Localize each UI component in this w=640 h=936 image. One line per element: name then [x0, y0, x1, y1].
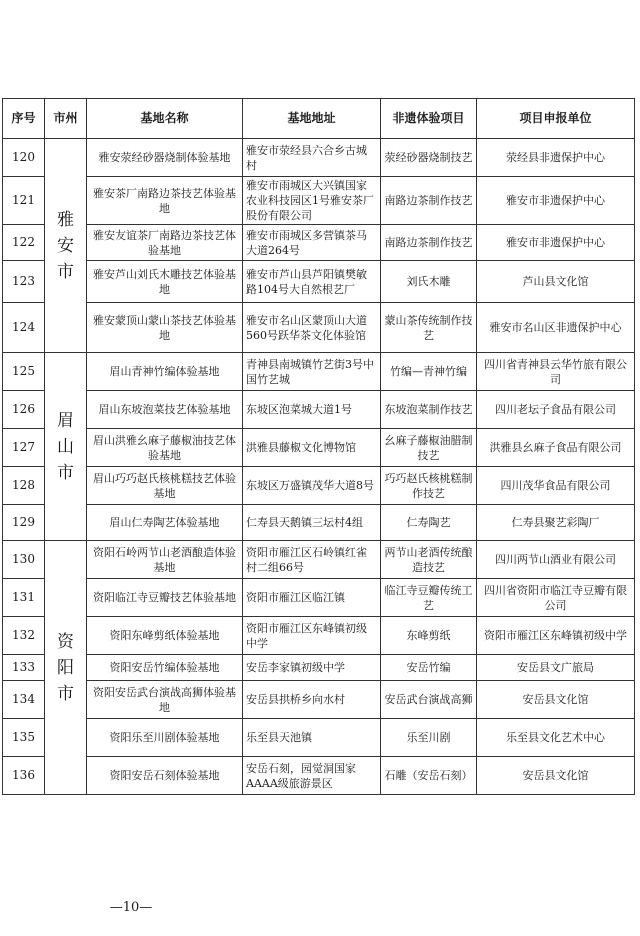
heritage-project-cell: 蒙山茶传统制作技艺	[381, 303, 477, 353]
base-address-cell: 青神县南城镇竹艺街3号中国竹艺城	[243, 353, 381, 391]
serial-cell: 123	[3, 261, 45, 303]
serial-cell: 120	[3, 139, 45, 177]
serial-cell: 127	[3, 429, 45, 467]
heritage-project-cell: 南路边茶制作技艺	[381, 225, 477, 261]
base-address-cell: 安岳石刻，园觉洞国家AAAA级旅游景区	[243, 757, 381, 795]
applicant-unit-cell: 资阳市雁江区东峰镇初级中学	[477, 617, 635, 655]
heritage-project-cell: 乐至川剧	[381, 719, 477, 757]
base-name-cell: 资阳安岳竹编体验基地	[87, 655, 243, 681]
applicant-unit-cell: 荥经县非遗保护中心	[477, 139, 635, 177]
header-serial: 序号	[3, 99, 45, 139]
heritage-base-table	[2, 98, 635, 795]
serial-cell: 126	[3, 391, 45, 429]
base-name-cell: 资阳东峰剪纸体验基地	[87, 617, 243, 655]
applicant-unit-cell: 安岳县文广旅局	[477, 655, 635, 681]
base-name-cell: 资阳临江寺豆瓣技艺体验基地	[87, 579, 243, 617]
serial-cell: 124	[3, 303, 45, 353]
table-row	[3, 719, 635, 757]
base-address-cell: 东坡区泡菜城大道1号	[243, 391, 381, 429]
base-address-cell: 雅安市雨城区大兴镇国家农业科技园区1号雅安茶厂股份有限公司	[243, 177, 381, 225]
city-label: 雅安市	[57, 209, 74, 282]
applicant-unit-cell: 雅安市非遗保护中心	[477, 225, 635, 261]
base-name-cell: 资阳安岳武台演战高狮体验基地	[87, 681, 243, 719]
base-address-cell: 安岳李家镇初级中学	[243, 655, 381, 681]
applicant-unit-cell: 乐至县文化艺术中心	[477, 719, 635, 757]
table-row	[3, 303, 635, 353]
header-applicant-unit: 项目申报单位	[477, 99, 635, 139]
table-row	[3, 225, 635, 261]
serial-cell: 130	[3, 541, 45, 579]
city-label: 眉山市	[57, 410, 74, 483]
table-row	[3, 353, 635, 391]
applicant-unit-cell: 雅安市非遗保护中心	[477, 177, 635, 225]
base-address-cell: 资阳市雁江区东峰镇初级中学	[243, 617, 381, 655]
heritage-project-cell: 竹编—青神竹编	[381, 353, 477, 391]
table-row	[3, 429, 635, 467]
serial-cell: 125	[3, 353, 45, 391]
table-row	[3, 617, 635, 655]
serial-cell: 128	[3, 467, 45, 505]
heritage-project-cell: 仁寿陶艺	[381, 505, 477, 541]
base-address-cell: 洪雅县藤椒文化博物馆	[243, 429, 381, 467]
heritage-project-cell: 石雕（安岳石刻）	[381, 757, 477, 795]
heritage-project-cell: 安岳武台演战高狮	[381, 681, 477, 719]
base-name-cell: 雅安蒙顶山蒙山茶技艺体验基地	[87, 303, 243, 353]
heritage-project-cell: 荥经砂器烧制技艺	[381, 139, 477, 177]
base-address-cell: 乐至县天池镇	[243, 719, 381, 757]
base-address-cell: 安岳县拱桥乡向水村	[243, 681, 381, 719]
applicant-unit-cell: 四川两节山酒业有限公司	[477, 541, 635, 579]
applicant-unit-cell: 四川省青神县云华竹旅有限公司	[477, 353, 635, 391]
base-address-cell: 雅安市名山区蒙顶山大道560号跃华茶文化体验馆	[243, 303, 381, 353]
base-name-cell: 雅安友谊茶厂南路边茶技艺体验基地	[87, 225, 243, 261]
applicant-unit-cell: 安岳县文化馆	[477, 757, 635, 795]
heritage-project-cell: 东峰剪纸	[381, 617, 477, 655]
serial-cell: 136	[3, 757, 45, 795]
heritage-project-cell: 巧巧赵氏核桃糕制作技艺	[381, 467, 477, 505]
base-name-cell: 眉山洪雅幺麻子藤椒油技艺体验基地	[87, 429, 243, 467]
city-cell	[45, 139, 87, 353]
applicant-unit-cell: 四川老坛子食品有限公司	[477, 391, 635, 429]
heritage-project-cell: 临江寺豆瓣传统工艺	[381, 579, 477, 617]
table-header-row	[3, 99, 635, 139]
heritage-project-cell: 南路边茶制作技艺	[381, 177, 477, 225]
heritage-project-cell: 刘氏木雕	[381, 261, 477, 303]
applicant-unit-cell: 洪雅县幺麻子食品有限公司	[477, 429, 635, 467]
base-name-cell: 眉山巧巧赵氏核桃糕技艺体验基地	[87, 467, 243, 505]
base-name-cell: 雅安茶厂南路边茶技艺体验基地	[87, 177, 243, 225]
table-row	[3, 467, 635, 505]
header-base-name: 基地名称	[87, 99, 243, 139]
table-body	[3, 139, 635, 795]
serial-cell: 132	[3, 617, 45, 655]
base-address-cell: 雅安市雨城区多营镇茶马大道264号	[243, 225, 381, 261]
table-row	[3, 505, 635, 541]
table-row	[3, 681, 635, 719]
serial-cell: 135	[3, 719, 45, 757]
applicant-unit-cell: 仁寿县聚艺彩陶厂	[477, 505, 635, 541]
city-cell	[45, 353, 87, 541]
table-row	[3, 139, 635, 177]
base-address-cell: 资阳市雁江区临江镇	[243, 579, 381, 617]
base-name-cell: 雅安芦山刘氏木雕技艺体验基地	[87, 261, 243, 303]
header-city: 市州	[45, 99, 87, 139]
base-address-cell: 仁寿县天鹅镇三坛村4组	[243, 505, 381, 541]
heritage-project-cell: 两节山老酒传统酿造技艺	[381, 541, 477, 579]
page-number: —10—	[109, 900, 153, 915]
serial-cell: 133	[3, 655, 45, 681]
base-address-cell: 资阳市雁江区石岭镇红雀村二组66号	[243, 541, 381, 579]
base-name-cell: 雅安荥经砂器烧制体验基地	[87, 139, 243, 177]
base-name-cell: 资阳石岭两节山老酒酿造体验基地	[87, 541, 243, 579]
serial-cell: 134	[3, 681, 45, 719]
serial-cell: 131	[3, 579, 45, 617]
table-row	[3, 541, 635, 579]
table-row	[3, 655, 635, 681]
applicant-unit-cell: 四川茂华食品有限公司	[477, 467, 635, 505]
base-name-cell: 眉山青神竹编体验基地	[87, 353, 243, 391]
base-address-cell: 雅安市荥经县六合乡古城村	[243, 139, 381, 177]
applicant-unit-cell: 雅安市名山区非遗保护中心	[477, 303, 635, 353]
base-address-cell: 雅安市芦山县芦阳镇樊敏路104号大自然根艺厂	[243, 261, 381, 303]
heritage-project-cell: 东坡泡菜制作技艺	[381, 391, 477, 429]
applicant-unit-cell: 安岳县文化馆	[477, 681, 635, 719]
header-base-address: 基地地址	[243, 99, 381, 139]
base-address-cell: 东坡区万盛镇茂华大道8号	[243, 467, 381, 505]
base-name-cell: 资阳安岳石刻体验基地	[87, 757, 243, 795]
base-name-cell: 眉山仁寿陶艺体验基地	[87, 505, 243, 541]
heritage-project-cell: 安岳竹编	[381, 655, 477, 681]
table-row	[3, 757, 635, 795]
heritage-project-cell: 幺麻子藤椒油腊制技艺	[381, 429, 477, 467]
table-row	[3, 579, 635, 617]
base-name-cell: 资阳乐至川剧体验基地	[87, 719, 243, 757]
city-cell	[45, 541, 87, 795]
serial-cell: 121	[3, 177, 45, 225]
table-row	[3, 261, 635, 303]
header-heritage-project: 非遗体验项目	[381, 99, 477, 139]
applicant-unit-cell: 四川省资阳市临江寺豆瓣有限公司	[477, 579, 635, 617]
table-row	[3, 391, 635, 429]
serial-cell: 122	[3, 225, 45, 261]
base-name-cell: 眉山东坡泡菜技艺体验基地	[87, 391, 243, 429]
city-label: 资阳市	[57, 631, 74, 704]
applicant-unit-cell: 芦山县文化馆	[477, 261, 635, 303]
table-row	[3, 177, 635, 225]
serial-cell: 129	[3, 505, 45, 541]
